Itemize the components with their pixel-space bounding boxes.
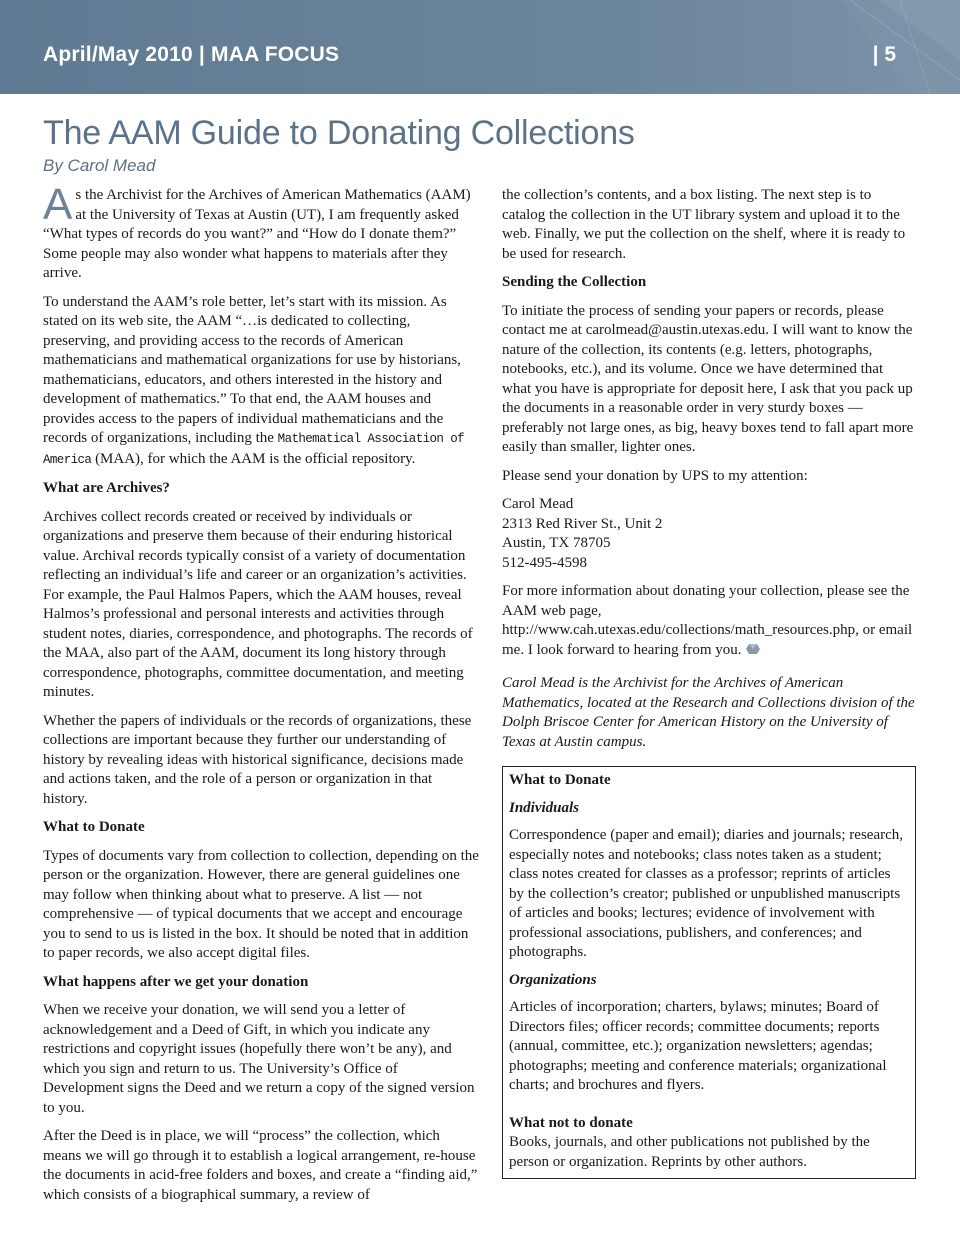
- page-number: | 5: [872, 43, 896, 66]
- not-donate-label: What not to donate: [509, 1114, 633, 1131]
- mission-text-before: To understand the AAM’s role better, let’s start with its mission. As stated on its web site, the AAM “…is dedicated to collecting, preserving, and providing access to the records of American mathematicians and mathematical organizations for use by historians, mathematicians, educators, and others interested in the history and development of mathematics.” To that end, the AAM houses and provides access to the papers of individual mathematicians and the records of organizations, including the: [43, 293, 461, 446]
- individuals-label: Individuals: [509, 799, 580, 816]
- article-title: The AAM Guide to Donating Collections: [43, 114, 635, 152]
- intro-paragraph: [43, 180, 479, 284]
- mission-reference: Mathematical Association of America: [43, 432, 465, 467]
- address-city: Austin, TX 78705: [502, 535, 611, 551]
- header-decoration: [760, 0, 960, 94]
- intro-text: s the Archivist for the Archives of American Mathematics (AAM) at the University of Texas at Austin (UT), I am frequently asked “What types of records do you want?” and “How do I donate them?” Some people may also wonder what happens to materials after they arrive.: [43, 187, 471, 281]
- what-to-donate-paragraph: Types of documents vary from collection to collection, depending on the person or the organization. However, there are general guidelines one may follow when thinking about what to preserve. A list — not comprehensive — of typical documents that we accept and encourage you to send to us is listed in the box. It should be noted that in addition to paper records, we also accept digital files.: [43, 847, 479, 961]
- mission-paragraph: [43, 293, 479, 471]
- not-donate-text: Books, journals, and other publications not published by the person or organization. Reprints by other authors.: [509, 1134, 870, 1170]
- address-street: 2313 Red River St., Unit 2: [502, 515, 663, 532]
- organizations-text: Articles of incorporation; charters, bylaws; minutes; Board of Directors files; officer records; committee documents; reports (annual, committee, etc.); organization newsletters; agendas; photographs; meeting and conference materials; organizational charts; and brochures and flyers.: [509, 999, 887, 1093]
- byline: By Carol Mead: [43, 156, 156, 175]
- after-donation-paragraph-2: After the Deed is in place, we will “process” the collection, which means we will go through it to establish a logical arrangement, re-house the documents in acid-free folders and boxes, and create a “finding aid,” which consists of a biographical summary, a review of: [43, 1128, 478, 1203]
- author-bio: Carol Mead is the Archivist for the Archives of American Mathematics, located at the Research and Collections division of the Dolph Briscoe Center for American History on the University of Texas at Austin campus.: [502, 675, 915, 750]
- address-name: Carol Mead: [502, 496, 574, 512]
- header-bar: [0, 0, 960, 94]
- box-title: What to Donate: [509, 772, 611, 788]
- heading-archives: What are Archives?: [43, 480, 170, 496]
- left-column: [43, 180, 479, 1214]
- after-donation-paragraph-1: When we receive your donation, we will send you a letter of acknowledgement and a Deed of Gift, in which you indicate any restrictions and copyright issues (hopefully there won’t be any), and which you sign and return to us. The University’s Office of Development signs the Deed and we return a copy of the signed version to you.: [43, 1002, 475, 1116]
- mission-text-after: (MAA), for which the AAM is the official repository.: [91, 450, 416, 467]
- individuals-text: Correspondence (paper and email); diaries and journals; research, especially notes and notebooks; class notes taken as a student; class notes created for classes as a professor; reprints of articles by the collection’s creator; published or unpublished manuscripts of articles and books; lectures; evidence of involvement with professional associations, publishers, and conferences; and photographs.: [509, 827, 903, 960]
- archives-paragraph-1: Archives collect records created or received by individuals or organizations and preserve them because of their enduring historical value. Archival records typically consist of a variety of documentation reflecting an individual’s life and career or an organization’s activities. For example, the Paul Halmos Papers, which the AAM houses, reveal Halmos’s professional and personal interests and activities through student notes, diaries, correspondence, and photographs. The records of the MAA, also part of the AAM, document its long history through correspondence, photographs, committee documentation, and meeting minutes.: [43, 508, 473, 700]
- more-info-text: For more information about donating your collection, please see the AAM web page, http://www.cah.utexas.edu/collections/math_resources.php, or email me. I look forward to hearing from you.: [502, 583, 913, 658]
- address-phone: 512-495-4598: [502, 554, 587, 571]
- mailing-address: [502, 495, 916, 573]
- sending-paragraph-1: To initiate the process of sending your papers or records, please contact me at carolmead@austin.utexas.edu. I will want to know the nature of the collection, its contents (e.g. letters, photographs, notebooks, etc.), and its volume. Once we have determined that what you have is appropriate for deposit here, I ask that you pack up the documents in a reasonable order in very sturdy boxes — preferably not large ones, as big, heavy boxes tend to fall apart more easily than smaller, lighter ones.: [502, 302, 914, 455]
- issue-label: April/May 2010 | MAA FOCUS: [43, 43, 340, 66]
- heading-what-to-donate: What to Donate: [43, 819, 145, 835]
- sending-paragraph-2: Please send your donation by UPS to my attention:: [502, 467, 808, 484]
- archives-paragraph-2: Whether the papers of individuals or the records of organizations, these collections are important because they further our understanding of history by revealing ideas with historical significance, decisions made and actions taken, and the role of a person or organization in that history.: [43, 712, 472, 807]
- heading-after-donation: What happens after we get your donation: [43, 973, 309, 990]
- end-mark-icon: [746, 643, 760, 655]
- organizations-label: Organizations: [509, 971, 597, 988]
- what-to-donate-box: [502, 766, 916, 1179]
- right-column: [502, 186, 916, 1179]
- more-info-paragraph: [502, 582, 916, 660]
- heading-sending: Sending the Collection: [502, 274, 647, 290]
- continued-paragraph: the collection’s contents, and a box listing. The next step is to catalog the collection in the UT library system and upload it to the web. Finally, we put the collection on the shelf, where it is ready to be used for research.: [502, 187, 906, 262]
- drop-cap: A: [43, 180, 73, 229]
